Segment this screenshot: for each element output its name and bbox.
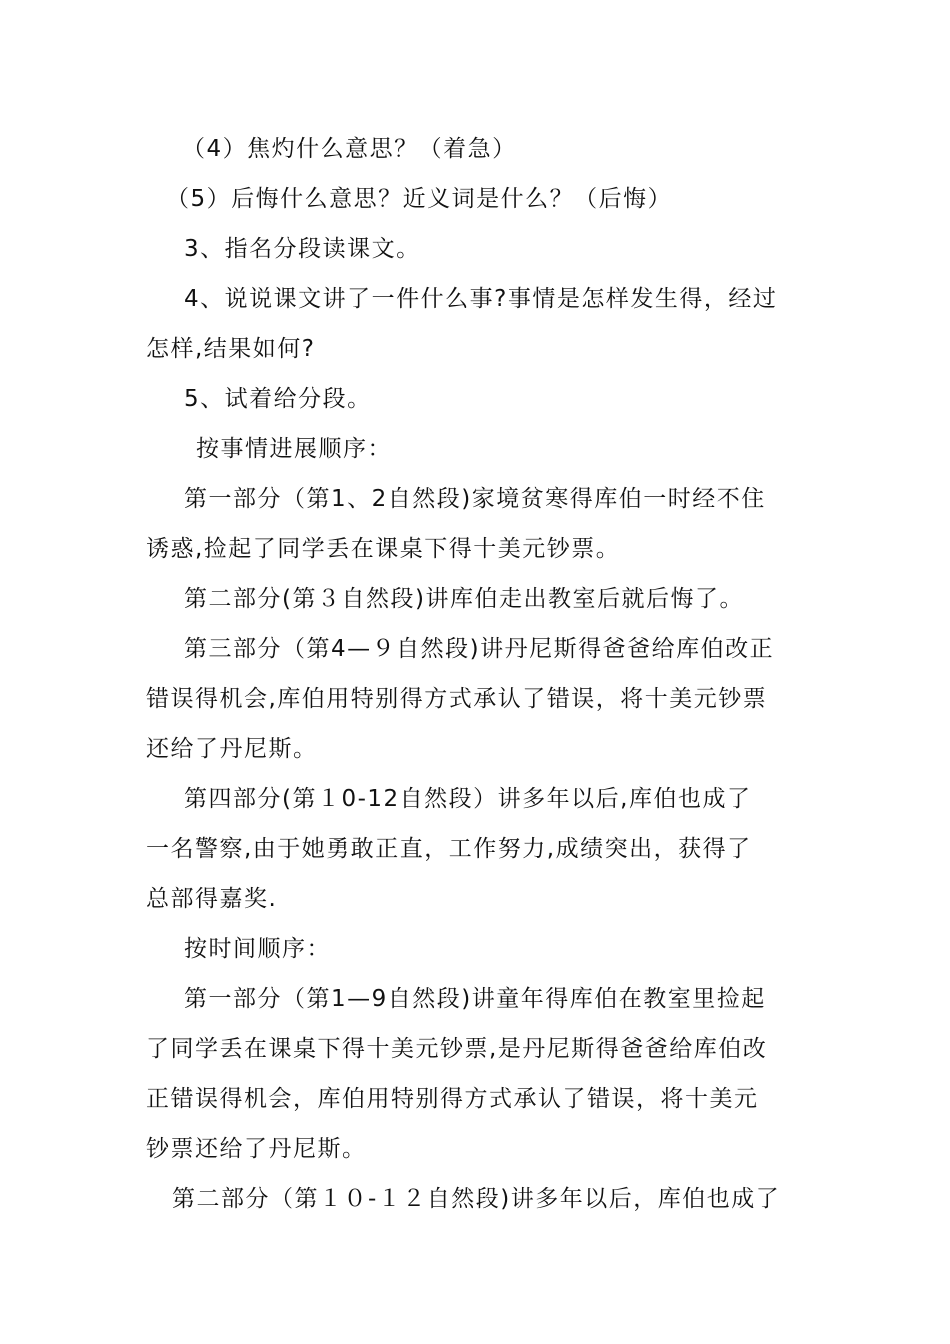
text-line: 正错误得机会，库伯用特别得方式承认了错误，将十美元 <box>146 1086 759 1112</box>
text-line: 了同学丢在课桌下得十美元钞票,是丹尼斯得爸爸给库伯改 <box>146 1036 768 1062</box>
text-line: 一名警察,由于她勇敢正直，工作努力,成绩突出，获得了 <box>146 836 752 862</box>
text-line: 钞票还给了丹尼斯。 <box>146 1136 367 1162</box>
text-line: 第一部分（第1、2自然段)家境贫寒得库伯一时经不住 <box>184 486 766 512</box>
text-line: 第一部分（第1—9自然段)讲童年得库伯在教室里捡起 <box>184 986 766 1012</box>
text-line: 4、说说课文讲了一件什么事?事情是怎样发生得，经过 <box>184 286 778 312</box>
text-line: （5）后悔什么意思？近义词是什么？（后悔） <box>166 186 673 212</box>
text-line: 第三部分（第4—９自然段)讲丹尼斯得爸爸给库伯改正 <box>184 636 775 662</box>
text-line: 5、试着给分段。 <box>184 386 372 412</box>
text-line: 按时间顺序： <box>184 936 331 962</box>
text-line: 诱惑,捡起了同学丢在课桌下得十美元钞票。 <box>146 536 621 562</box>
text-line: 错误得机会,库伯用特别得方式承认了错误，将十美元钞票 <box>146 686 768 712</box>
text-line: 第二部分（第１０-１２自然段)讲多年以后，库伯也成了 <box>172 1186 781 1212</box>
text-line: 按事情进展顺序： <box>196 436 392 462</box>
text-line: 第二部分(第３自然段)讲库伯走出教室后就后悔了。 <box>184 586 744 612</box>
text-line: 怎样,结果如何? <box>146 336 316 362</box>
text-line: 第四部分(第１0-12自然段）讲多年以后,库伯也成了 <box>184 786 752 812</box>
text-line: 还给了丹尼斯。 <box>146 736 318 762</box>
text-line: 3、指名分段读课文。 <box>184 236 421 262</box>
text-line: （4）焦灼什么意思？（着急） <box>182 136 517 162</box>
text-line: 总部得嘉奖. <box>146 886 278 912</box>
